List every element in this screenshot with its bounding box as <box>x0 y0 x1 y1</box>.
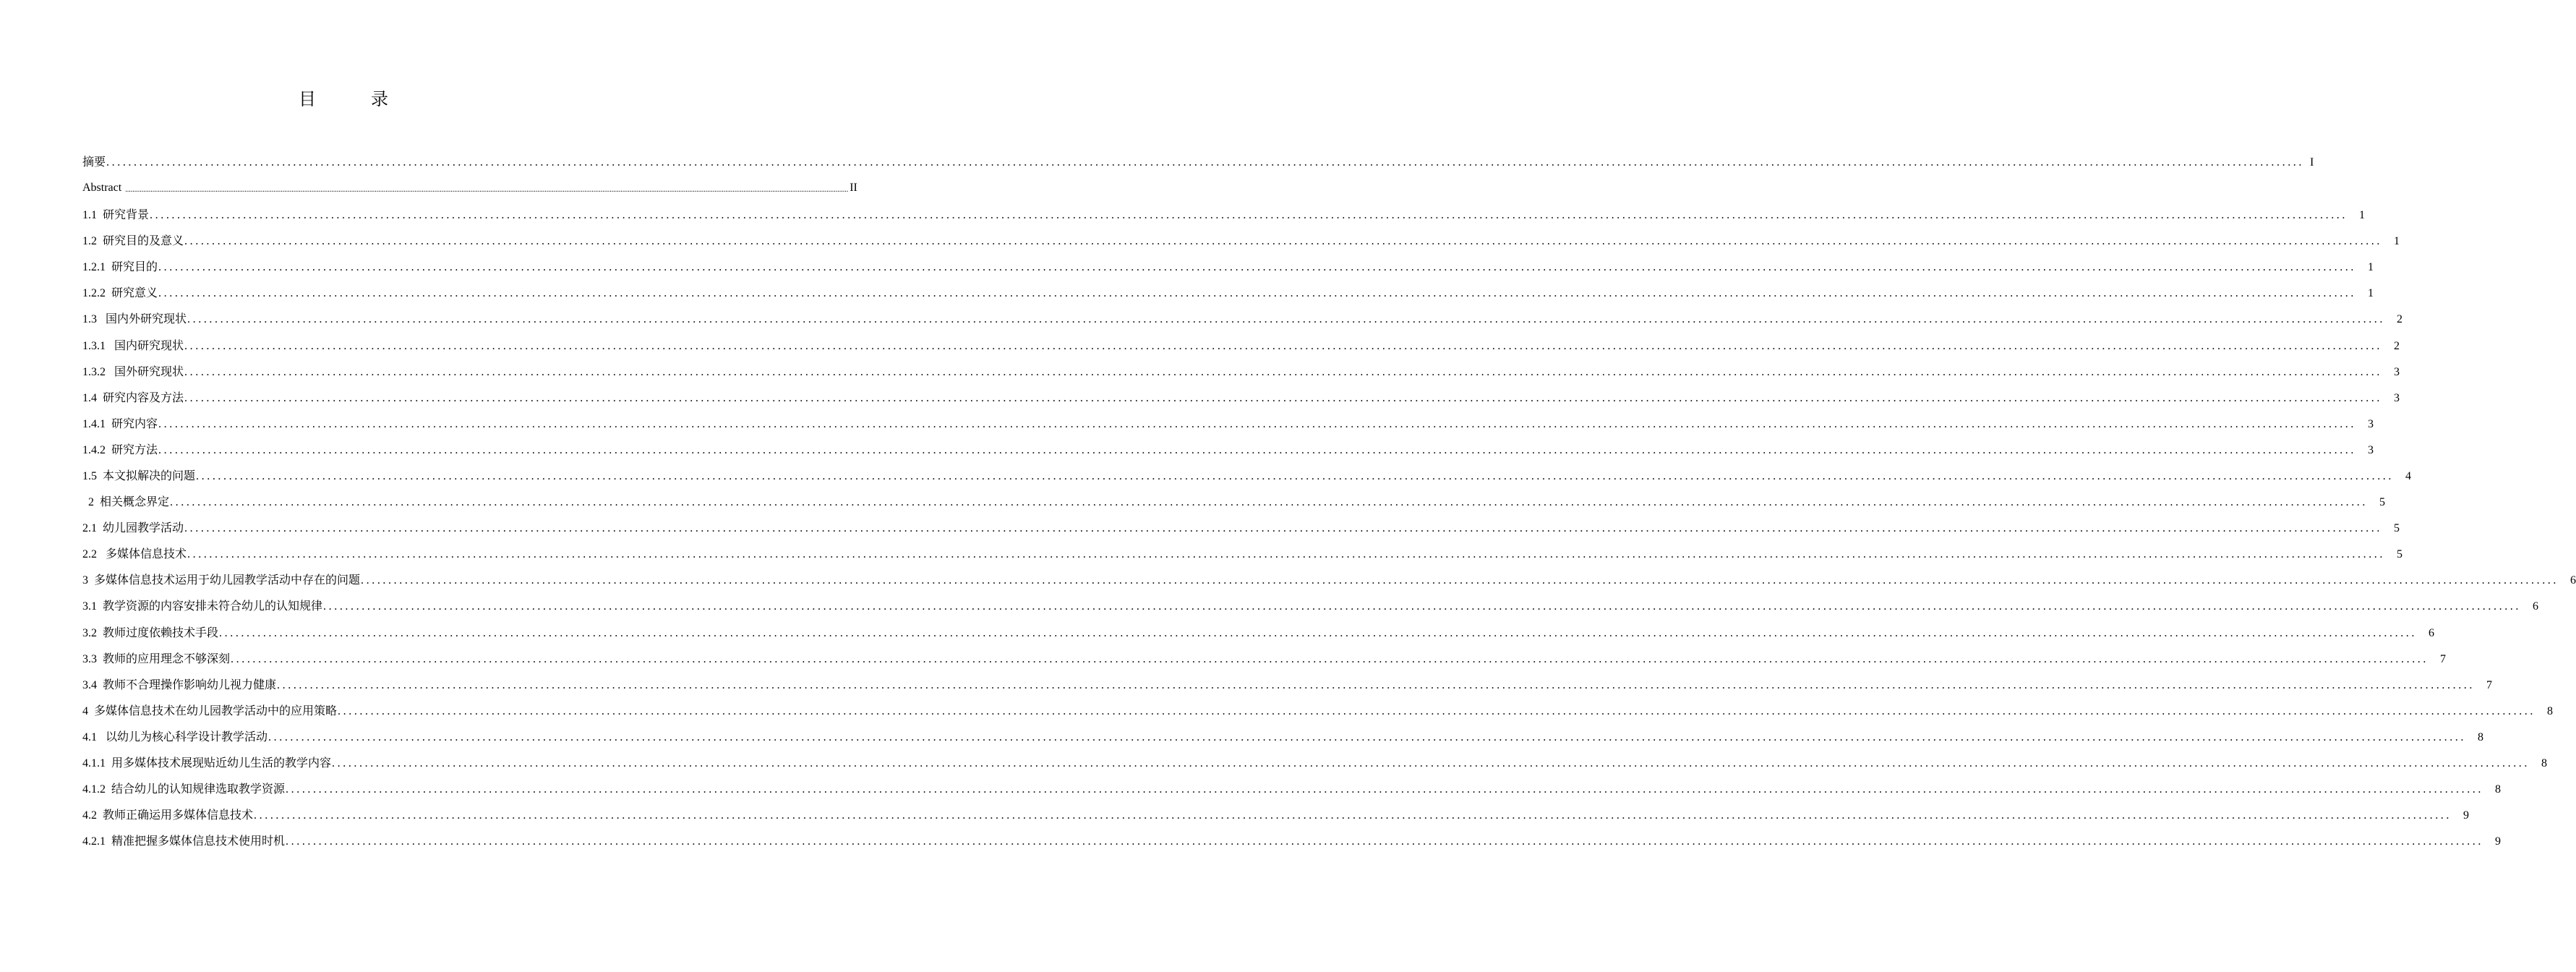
toc-dot-leader: ................................................................................................................................................................................................................................................................................................................................................................................................................ <box>158 287 2357 300</box>
toc-page-number: 3 <box>2368 443 2374 456</box>
toc-dot-leader: ................................................................................................................................................................................................................................................................................................................................................................................................................ <box>231 652 2429 665</box>
toc-entry[interactable] <box>82 594 2539 620</box>
toc-entry[interactable] <box>82 202 2366 229</box>
toc-entry[interactable] <box>82 803 2470 829</box>
toc-entry[interactable] <box>82 542 2403 568</box>
toc-entry-label: 1.4.2 研究方法 <box>82 443 158 456</box>
toc-dot-leader: ................................................................................................................................................................................................................................................................................................................................................................................................................ <box>323 600 2522 613</box>
toc-entry-label: 4.1.2 结合幼儿的认知规律选取教学资源 <box>82 783 286 796</box>
toc-dot-leader: ................................................................................................................................................................................................................................................................................................................................................................................................................ <box>184 235 2383 248</box>
toc-page-number: 1 <box>2368 287 2374 300</box>
toc-entry[interactable] <box>82 621 2435 647</box>
toc-entry[interactable] <box>82 359 2400 385</box>
toc-entry-label: 4 多媒体信息技术在幼儿园教学活动中的应用策略 <box>82 704 338 717</box>
toc-dot-leader: ................................................................................................................................................................................................................................................................................................................................................................................................................ <box>286 783 2484 796</box>
toc-dot-leader: ................................................................................................................................................................................................................................................................................................................................................................................................................ <box>158 443 2357 456</box>
toc-entry-label: 4.2 教师正确运用多媒体信息技术 <box>82 809 254 822</box>
toc-entry[interactable] <box>82 229 2400 255</box>
toc-entry[interactable] <box>82 174 857 202</box>
toc-dot-leader: ................................................................................................................................................................................................................................................................................................................................................................................................................ <box>158 417 2357 430</box>
toc-entry-label: 3.2 教师过度依赖技术手段 <box>82 626 219 639</box>
toc-entry-label: 1.2.1 研究目的 <box>82 261 158 274</box>
toc-dot-leader: ................................................................................................................................................................................................................................................................................................................................................................................................................ <box>125 186 849 194</box>
toc-page-number: 8 <box>2547 704 2554 717</box>
toc-entry[interactable] <box>82 777 2502 803</box>
toc-page-number: 6 <box>2533 600 2539 613</box>
toc-entry[interactable] <box>82 490 2386 516</box>
toc-page-number: 8 <box>2495 783 2502 796</box>
toc-page-number: 4 <box>2405 469 2412 482</box>
toc-entry-label: 2.1 幼儿园教学活动 <box>82 522 184 535</box>
toc-entry[interactable] <box>82 516 2400 542</box>
toc-dot-leader: ................................................................................................................................................................................................................................................................................................................................................................................................................ <box>184 365 2383 378</box>
toc-entry-label: 1.1 研究背景 <box>82 209 150 222</box>
toc-entry-label: 3.4 教师不合理操作影响幼儿视力健康 <box>82 678 277 691</box>
toc-entry-label: 1.5 本文拟解决的问题 <box>82 469 196 482</box>
toc-dot-leader: ................................................................................................................................................................................................................................................................................................................................................................................................................ <box>184 522 2383 535</box>
toc-dot-leader: ................................................................................................................................................................................................................................................................................................................................................................................................................ <box>184 339 2383 352</box>
toc-dot-leader: ................................................................................................................................................................................................................................................................................................................................................................................................................ <box>187 548 2386 561</box>
toc-dot-leader: ................................................................................................................................................................................................................................................................................................................................................................................................................ <box>332 757 2530 770</box>
toc-page-number: 9 <box>2495 835 2502 848</box>
toc-entry-label: 1.4.1 研究内容 <box>82 417 158 430</box>
toc-page-number: 2 <box>2397 313 2403 326</box>
toc-entry[interactable] <box>82 829 2502 855</box>
toc-dot-leader: ................................................................................................................................................................................................................................................................................................................................................................................................................ <box>170 496 2369 509</box>
toc-page-number: 6 <box>2570 574 2576 587</box>
toc-entry[interactable] <box>82 673 2493 699</box>
toc-dot-leader: ................................................................................................................................................................................................................................................................................................................................................................................................................ <box>286 835 2484 848</box>
toc-entry-label: 1.3 国内外研究现状 <box>82 313 187 326</box>
toc-page-number: 9 <box>2463 809 2470 822</box>
toc-dot-leader: ................................................................................................................................................................................................................................................................................................................................................................................................................ <box>150 209 2348 222</box>
toc-dot-leader: ................................................................................................................................................................................................................................................................................................................................................................................................................ <box>106 156 2305 169</box>
toc-page-number: 6 <box>2429 626 2435 639</box>
toc-entry-label: 1.3.1 国内研究现状 <box>82 339 184 352</box>
toc-entry-label: 4.1.1 用多媒体技术展现贴近幼儿生活的教学内容 <box>82 757 332 770</box>
toc-dot-leader: ................................................................................................................................................................................................................................................................................................................................................................................................................ <box>187 313 2386 326</box>
toc-dot-leader: ................................................................................................................................................................................................................................................................................................................................................................................................................ <box>254 809 2452 822</box>
toc-entry[interactable] <box>82 281 2374 307</box>
toc-page-number: 5 <box>2394 522 2400 535</box>
toc-entry[interactable] <box>82 255 2374 281</box>
toc-entry[interactable] <box>82 647 2447 673</box>
toc-page-number: I <box>2310 156 2314 169</box>
toc-entry[interactable] <box>82 307 2403 333</box>
toc-dot-leader: ................................................................................................................................................................................................................................................................................................................................................................................................................ <box>277 678 2476 691</box>
toc-page-number: 3 <box>2394 365 2400 378</box>
toc-entry-label: 3 多媒体信息技术运用于幼儿园教学活动中存在的问题 <box>82 574 361 587</box>
toc-page-number: 3 <box>2394 391 2400 404</box>
table-of-contents <box>82 152 2576 855</box>
toc-dot-leader: ................................................................................................................................................................................................................................................................................................................................................................................................................ <box>361 574 2559 587</box>
toc-entry-label: 3.3 教师的应用理念不够深刻 <box>82 652 231 665</box>
toc-page-number: 5 <box>2379 496 2386 509</box>
toc-entry[interactable] <box>82 699 2554 725</box>
toc-entry[interactable] <box>82 152 2314 174</box>
toc-entry-label: 3.1 教学资源的内容安排未符合幼儿的认知规律 <box>82 600 323 613</box>
toc-entry-label: 1.2.2 研究意义 <box>82 287 158 300</box>
toc-page-number: 7 <box>2486 678 2493 691</box>
toc-entry-label: 1.3.2 国外研究现状 <box>82 365 184 378</box>
toc-entry[interactable] <box>82 464 2412 490</box>
toc-page-number: 8 <box>2541 757 2548 770</box>
toc-dot-leader: ................................................................................................................................................................................................................................................................................................................................................................................................................ <box>184 391 2383 404</box>
toc-entry-label: 2.2 多媒体信息技术 <box>82 548 187 561</box>
toc-page-number: 7 <box>2440 652 2447 665</box>
toc-entry[interactable] <box>82 568 2576 594</box>
toc-page-number: 1 <box>2394 235 2400 248</box>
toc-page-number: 1 <box>2368 261 2374 274</box>
toc-page-number: 1 <box>2359 209 2366 222</box>
toc-page-number: 5 <box>2397 548 2403 561</box>
toc-entry-label: 4.2.1 精准把握多媒体信息技术使用时机 <box>82 835 286 848</box>
toc-entry[interactable] <box>82 725 2484 751</box>
toc-page-number: 8 <box>2478 730 2484 743</box>
toc-dot-leader: ................................................................................................................................................................................................................................................................................................................................................................................................................ <box>196 469 2395 482</box>
toc-dot-leader: ................................................................................................................................................................................................................................................................................................................................................................................................................ <box>268 730 2467 743</box>
page-title: 目 录 <box>299 90 407 109</box>
toc-entry[interactable] <box>82 385 2400 412</box>
toc-page-number: 3 <box>2368 417 2374 430</box>
toc-dot-leader: ................................................................................................................................................................................................................................................................................................................................................................................................................ <box>219 626 2418 639</box>
toc-entry-label: Abstract <box>82 182 125 194</box>
toc-entry-label: 摘要 <box>82 156 106 169</box>
toc-entry[interactable] <box>82 412 2374 438</box>
toc-entry[interactable] <box>82 751 2548 777</box>
toc-entry[interactable] <box>82 438 2374 464</box>
toc-entry-label: 4.1 以幼儿为核心科学设计教学活动 <box>82 730 268 743</box>
toc-entry[interactable] <box>82 333 2400 359</box>
toc-dot-leader: ................................................................................................................................................................................................................................................................................................................................................................................................................ <box>158 261 2357 274</box>
toc-page-number: 2 <box>2394 339 2400 352</box>
toc-entry-label: 2 相关概念界定 <box>82 496 170 509</box>
toc-entry-label: 1.4 研究内容及方法 <box>82 391 184 404</box>
toc-entry-label: 1.2 研究目的及意义 <box>82 235 184 248</box>
toc-page-number: II <box>850 182 857 194</box>
toc-dot-leader: ................................................................................................................................................................................................................................................................................................................................................................................................................ <box>338 704 2536 717</box>
